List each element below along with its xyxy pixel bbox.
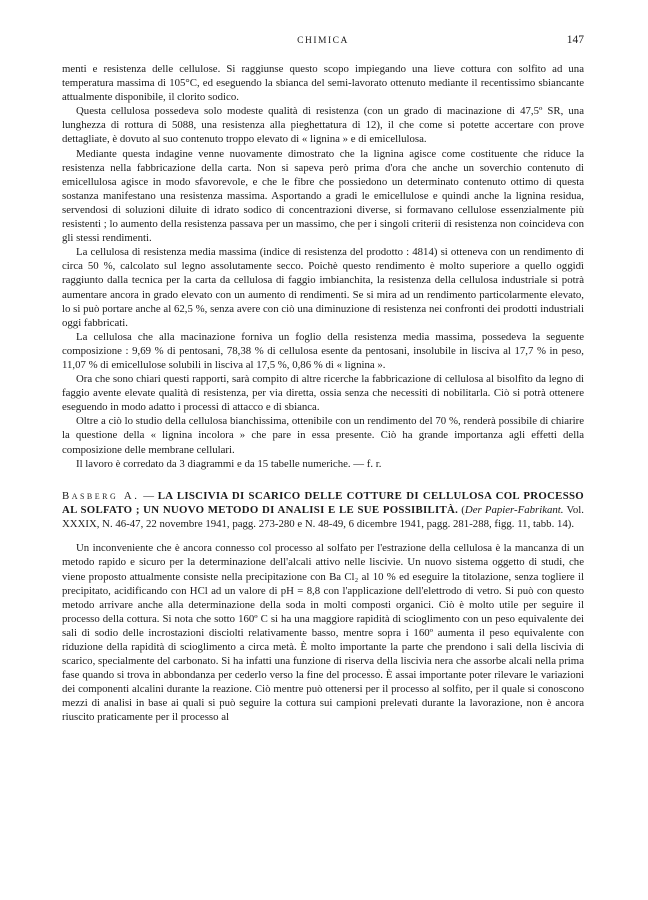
heading-dash: — [139, 489, 158, 502]
article-heading [62, 489, 584, 532]
paragraph-6: Ora che sono chiari questi rapporti, sarà compito di altre ricerche la fabbricazione di cellulosa al bisolfito da legno di faggio avente elevate qualità di resistenza, per via diretta, ossia senza che necessiti di nobilitarla. Ciò si potrà ottenere eseguendo in modo adatto i processi di attacco e di sbianca. [62, 373, 584, 414]
running-head [62, 34, 584, 54]
citation-open: ( [461, 503, 465, 516]
paragraph-3: Mediante questa indagine venne nuovamente dimostrato che la lignina agisce come costituente che riduce la resistenza nella fabbricazione della carta. Non si sapeva però prima d'ora che anche un soverchio contenuto di emicellulosa agisce in modo sfavorevole, e che le fibre che possiedono un determinato contenuto ottimo di questa sostanza manifestano una resistenza massima. Asportando a gradi le emicellulose e quindi anche la lignina residua, servendosi di soluzioni diluite di idrato sodico di concentrazioni diverse, si formavano cellulose essenzialmente più resistenti ; lo aumento della resistenza passava per un massimo, che per i singoli criterii di resistenza non coincideva con gli stessi rendimenti. [62, 147, 584, 245]
article-body [62, 541, 584, 724]
article-paragraph-1: Un inconveniente che è ancora connesso col processo al solfato per l'estrazione della cellulosa è la mancanza di un metodo rapido e sicuro per la determinazione dell'alcali attivo nelle liscivie. Un nuovo sistema oggetto di studi, che viene proposto attualmente consiste nella precipitazione con Ba Cl₂ al 10 % ed eseguire la titolazione, senza togliere il precipitato, acidificando con HCl ad un valore di pH = 8,8 con l'applicazione dell'elettrodo di vetro. Si può con questo metodo arrivare anche alla determinazione della soda in molti composti organici. Ciò è molto utile per seguire il processo della cottura. Si nota che sotto 160º C si ha una maggiore rapidità di scioglimento con un peso equivalente dei sali di sodio delle incrostazioni disciolti relativamente basso, mentre sopra i 160º aumenta il peso equivalente con riduzione della rapidità di scioglimento a circa metà. È molto importante la parte che prendono i sali della liscivia di scarico, specialmente del carbonato. Si ha infatti una funzione di riserva della liscivia nera che assorbe alcali nella prima fase quando si trova in abbondanza per cederlo verso la fine del processo. È assai importante poter rilevare le variazioni dei componenti alcalini durante la reazione. Ciò mentre può ottenersi per il processo al solfito, per il quale si conoscono mezzi di analisi in base ai quali si può seguire la cottura sui campioni prelevati durante la lavorazione, non è ancora riuscito praticamente per il processo al [62, 542, 584, 724]
paragraph-7: Oltre a ciò lo studio della cellulosa bianchissima, ottenibile con un rendimento del 70 %, renderà possibile di chiarire la questione della « lignina incolora » che pare in essa presente. Ciò ha grande importanza agli effetti della composizione delle membrane cellulari. [62, 415, 584, 456]
citation-details: Vol. XXXIX, N. 46-47, 22 novembre 1941, pagg. 273-280 e N. 48-49, 6 dicembre 1941, pagg. 281-288, figg. 11, tabb. 14). [62, 503, 584, 531]
article-author: Basberg A. [62, 489, 140, 502]
journal-name: Der Papier-Fabrikant. [464, 503, 564, 516]
paragraph-1: menti e resistenza delle cellulose. Si raggiunse questo scopo impiegando una lieve cottura con solfito ad una temperatura massima di 105°C, ed eseguendo la sbianca del semi-lavorato ottenuto mediante il recentissimo sbiancante attualmente disponibile, il clorito sodico. [62, 63, 584, 104]
paragraph-2: Questa cellulosa possedeva solo modeste qualità di resistenza (con un grado di macinazione di 47,5º SR, una lunghezza di rottura di 5088, una resistenza alla pieghettatura di 12), il che come si potette accertare con prove dettagliate, è dovuto al suo contenuto troppo elevato di « lignina » e di emicellulosa. [62, 105, 584, 146]
running-title: CHIMICA [297, 36, 349, 46]
paragraph-5: La cellulosa che alla macinazione forniva un foglio della resistenza media massima, possedeva la seguente composizione : 9,69 % di pentosani, 78,38 % di cellulosa esente da pentosani, insolubile in lisciva al 17,7 % in peso, 11,07 % di emicellulose solubili in lisciva al 17,5 %, 0,86 % di « lignina ». [62, 330, 584, 371]
paragraph-8: Il lavoro è corredato da 3 diagrammi e da 15 tabelle numeriche. — f. r. [76, 457, 382, 470]
article-title: LA LISCIVIA DI SCARICO DELLE COTTURE DI CELLULOSA COL PROCESSO AL SOLFATO ; UN NUOVO METODO DI ANALISI E LE SUE POSSIBILITÀ. [62, 489, 584, 516]
article-continuation [62, 62, 584, 471]
paragraph-4: La cellulosa di resistenza media massima (indice di resistenza del prodotto : 4814) si otteneva con un rendimento di circa 50 %, calcolato sul legno assolutamente secco. Poichè questo rendimento è molto superiore a quello oggidì raggiunto dalla tecnica per la carta da cellulosa di faggio imbianchita, la resistenza della cellulosa industriale si potrà aumentare ancora in grado elevato con un aumento di rendimenti. Se si mira ad un rendimento particolarmente elevato, lo si può portare anche al 62,5 %, senza avere con ciò una diminuzione di resistenza nei confronti dei prodotti industriali oggi fabbricati. [62, 246, 584, 329]
page-number: 147 [566, 34, 584, 46]
